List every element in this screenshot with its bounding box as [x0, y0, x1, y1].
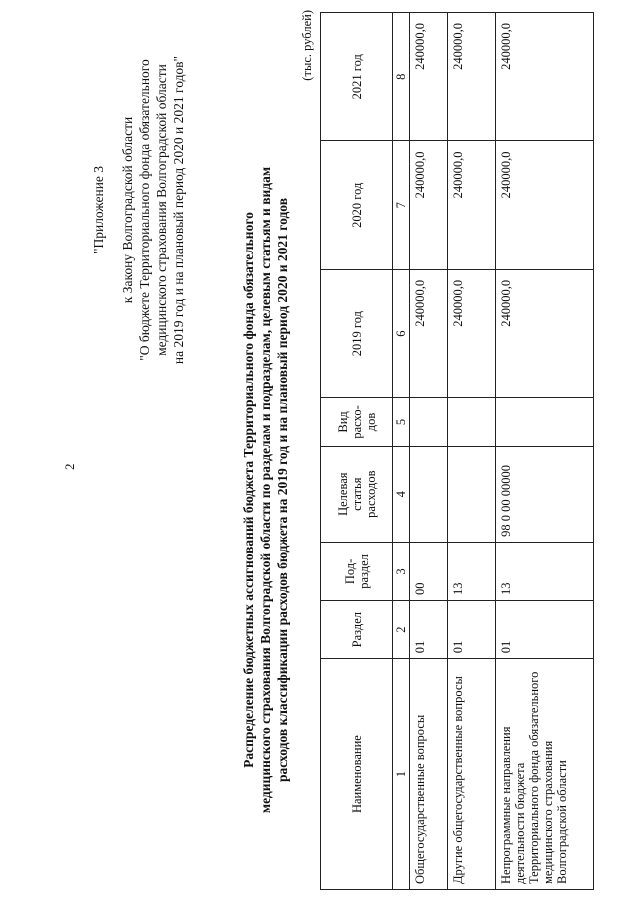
column-number: 4 [393, 446, 410, 542]
row-2019: 240000,0 [496, 269, 594, 397]
appendix-line: "О бюджете Территориального фонда обязательного [137, 59, 152, 361]
page-number: 2 [62, 463, 77, 470]
document-title [240, 115, 291, 865]
row-2020: 240000,0 [410, 141, 448, 269]
row-section: 01 [410, 601, 448, 659]
row-name: Другие общегосударственные вопросы [448, 659, 496, 890]
header-2020: 2020 год [321, 141, 393, 269]
appendix-line: на 2019 год и на плановый период 2020 и 2021 годов" [171, 55, 186, 365]
row-target [448, 446, 496, 542]
row-2020: 240000,0 [496, 141, 594, 269]
table-header-row [321, 13, 393, 890]
column-number: 2 [393, 601, 410, 659]
row-section: 01 [496, 601, 594, 659]
appendix-header [90, 45, 187, 375]
header-2021: 2021 год [321, 13, 393, 141]
column-number: 5 [393, 398, 410, 446]
row-vid [410, 398, 448, 446]
column-number: 1 [393, 659, 410, 890]
row-subsection: 13 [496, 542, 594, 600]
row-2021: 240000,0 [410, 13, 448, 141]
title-line: расходов классификации расходов бюджета на 2019 год и на плановый период 2020 и 2021 годов [275, 198, 290, 783]
appendix-line: медицинского страхования Волгоградской области [154, 64, 169, 356]
row-2019: 240000,0 [410, 269, 448, 397]
row-name: Общегосударственные вопросы [410, 659, 448, 890]
row-2019: 240000,0 [448, 269, 496, 397]
row-section: 01 [448, 601, 496, 659]
header-name: Наименование [321, 659, 393, 890]
header-section: Раздел [321, 601, 393, 659]
budget-table [320, 12, 594, 890]
column-number: 6 [393, 269, 410, 397]
title-line: медицинского страхования Волгоградской области по разделам и подразделам, целевым статьям и видам [258, 166, 273, 814]
table-row [496, 13, 594, 890]
appendix-line: "Приложение 3 [91, 165, 106, 255]
table-row [410, 13, 448, 890]
column-number: 7 [393, 141, 410, 269]
row-target: 98 0 00 00000 [496, 446, 594, 542]
row-vid [496, 398, 594, 446]
row-2020: 240000,0 [448, 141, 496, 269]
row-2021: 240000,0 [448, 13, 496, 141]
column-number: 8 [393, 13, 410, 141]
units-label: (тыс. рублей) [300, 10, 314, 81]
row-target [410, 446, 448, 542]
row-subsection: 00 [410, 542, 448, 600]
column-number-row [393, 13, 410, 890]
row-subsection: 13 [448, 542, 496, 600]
appendix-line: к Закону Волгоградской области [120, 116, 135, 304]
header-vid: Вид расхо- дов [321, 398, 393, 446]
header-2019: 2019 год [321, 269, 393, 397]
header-target: Целевая статья расходов [321, 446, 393, 542]
header-subsection: Под- раздел [321, 542, 393, 600]
column-number: 3 [393, 542, 410, 600]
row-name: Непрограммные направления деятельности бюджета Территориального фонда обязательного медицинского страхования Волгоградской области [496, 659, 594, 890]
title-line: Распределение бюджетных ассигнований бюджета Территориального фонда обязательного [241, 212, 256, 768]
table-row [448, 13, 496, 890]
row-2021: 240000,0 [496, 13, 594, 141]
row-vid [448, 398, 496, 446]
